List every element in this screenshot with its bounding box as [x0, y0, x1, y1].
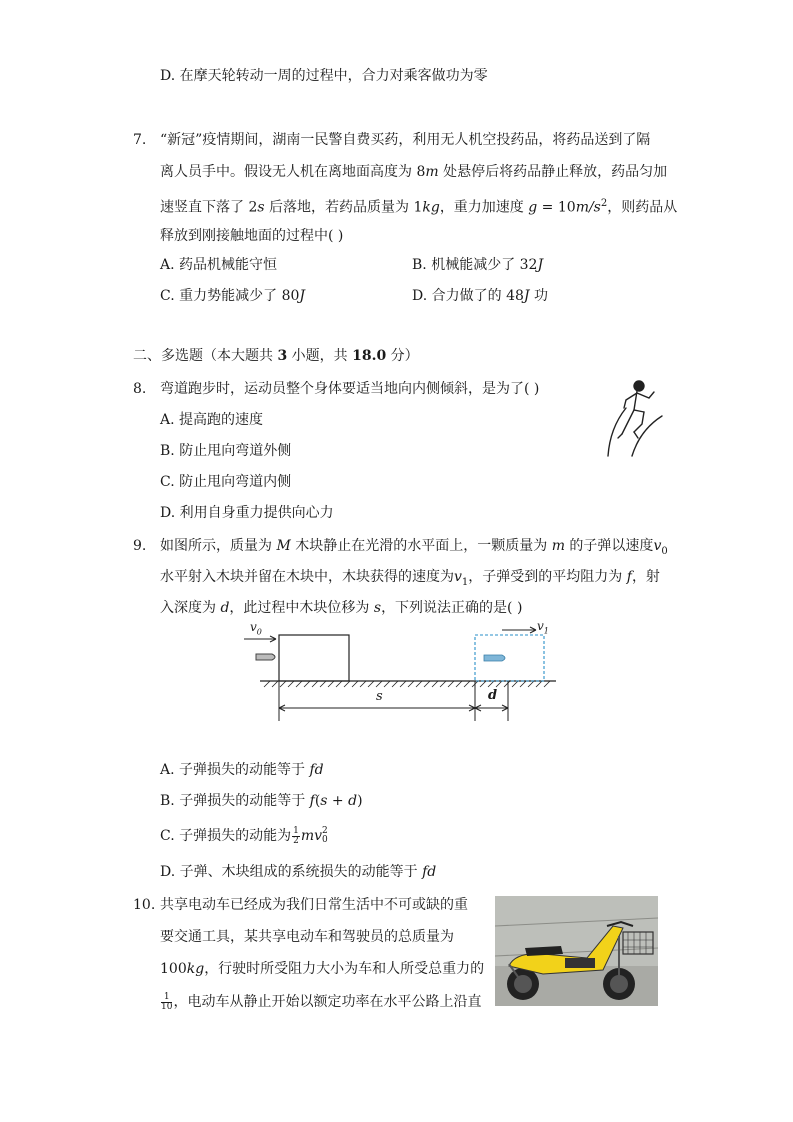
e-bike-photo: [495, 896, 658, 1006]
q9-option-b: B. 子弹损失的动能等于 f(s + d): [160, 793, 363, 809]
fraction: $\frac{1}{2}$: [293, 825, 299, 846]
question-number: 10.: [133, 897, 156, 913]
q10-stem-line4: $\frac{1}{10}$ ，电动车从静止开始以额定功率在水平公路上沿直: [161, 991, 482, 1012]
q7-option-b: B. 机械能减少了 32J: [412, 257, 544, 273]
label-v0: $v_0$: [250, 620, 262, 637]
q9-option-d: D. 子弹、木块组成的系统损失的动能等于 fd: [160, 864, 437, 880]
q9-stem-line3: 入深度为 d，此过程中木块位移为 s，下列说法正确的是( ): [160, 600, 523, 616]
fraction: $\frac{1}{10}$: [161, 991, 173, 1012]
q7-option-d: D. 合力做了的 48J 功: [412, 288, 548, 304]
q8-option-b: B. 防止甩向弯道外侧: [160, 443, 292, 459]
q8-option-a: A. 提高跑的速度: [160, 412, 264, 428]
question-number: 7.: [133, 132, 147, 148]
runner-figure: [604, 378, 666, 458]
label-v1: $v_1$: [537, 619, 549, 636]
q9-option-c: C. 子弹损失的动能为 $\frac{1}{2}$ mv 2 0: [160, 825, 328, 846]
q9-option-a: A. 子弹损失的动能等于 fd: [160, 762, 324, 778]
q8-stem: 弯道跑步时，运动员整个身体要适当地向内侧倾斜，是为了( ): [160, 381, 540, 397]
q8-option-c: C. 防止甩向弯道内侧: [160, 474, 292, 490]
q7-stem-line1: “新冠”疫情期间，湖南一民警自费买药，利用无人机空投药品，将药品送到了隔: [160, 132, 651, 148]
q7-stem-line2: 离人员手中。假设无人机在离地面高度为 8m 处悬停后将药品静止释放，药品匀加: [160, 164, 668, 180]
question-number: 9.: [133, 538, 147, 554]
q6-option-d: D. 在摩天轮转动一周的过程中，合力对乘客做功为零: [160, 68, 488, 84]
q10-stem-line2: 要交通工具，某共享电动车和驾驶员的总质量为: [160, 929, 454, 945]
q7-stem-line4: 释放到刚接触地面的过程中( ): [160, 228, 344, 244]
label-s: s: [376, 689, 383, 704]
section-heading: 二、多选题（本大题共 3 小题，共 18.0 分）: [133, 348, 419, 364]
question-number: 8.: [133, 381, 147, 397]
q9-stem-line1: 如图所示，质量为 M 木块静止在光滑的水平面上，一颗质量为 m 的子弹以速度$v_0$: [160, 538, 668, 557]
q10-stem-line3: 100kg，行驶时所受阻力大小为车和人所受总重力的: [160, 961, 485, 977]
q7-option-c: C. 重力势能减少了 80J: [160, 288, 306, 304]
q9-stem-line2: 水平射入木块并留在木块中，木块获得的速度为$v_1$，子弹受到的平均阻力为 f，射: [160, 569, 660, 588]
q10-stem-line1: 共享电动车已经成为我们日常生活中不可或缺的重: [160, 897, 468, 913]
label-d: d: [488, 688, 498, 703]
q8-option-d: D. 利用自身重力提供向心力: [160, 505, 334, 521]
q7-option-a: A. 药品机械能守恒: [160, 257, 278, 273]
bullet-block-diagram: [240, 615, 570, 725]
q7-stem-line3: 速竖直下落了 2s 后落地，若药品质量为 1kg，重力加速度 $g = 10m/s^2$，则药品从: [160, 198, 678, 216]
